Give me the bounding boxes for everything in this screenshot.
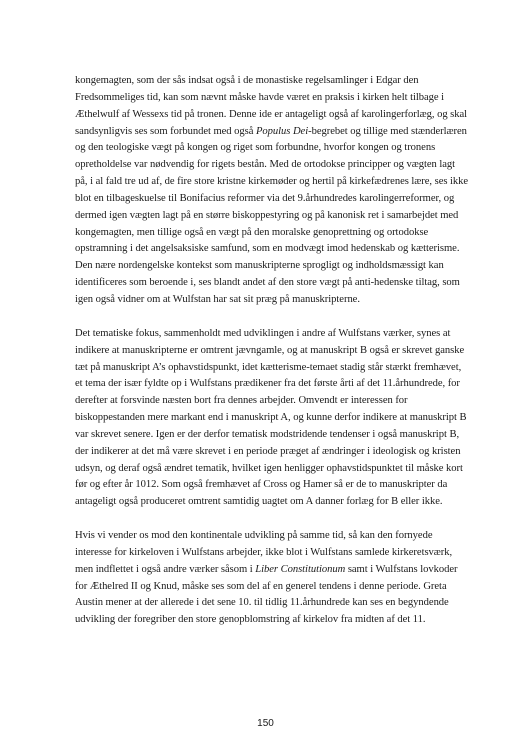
page-number: 150 <box>257 718 274 729</box>
text-line: identificeres som beroende i, ses blandt andet af den store vægt på anti-hedenske tiltag, som <box>75 277 460 289</box>
text-line: udvikling der foregriber den store genopblomstring af kirkelov fra midten af det 11. <box>75 614 426 626</box>
text-line: Æthelwulf af Wessexs tid på tronen. Denne ide er antageligt også af karolingerforlæg, og skal <box>75 108 468 120</box>
text-line: dermed igen vægten lagt på en større biskoppestyring og på kanonisk ret i samarbejdet med <box>75 209 459 221</box>
paragraph-gap <box>75 511 485 528</box>
text-line: der indikerer at det må være skrevet i en periode præget af ændringer i ideologisk og kristen <box>75 445 461 457</box>
text-segment: sandsynligvis ses som forbundet med også <box>75 125 256 137</box>
text-line: på, i al fald tre ud af, de fire store kristne kirkemøder og hertil på kirkefædrenes lære, ses ikke <box>75 176 469 188</box>
text-segment: samt i Wulfstans lovkoder <box>345 563 458 575</box>
italic-term: Populus Dei <box>255 125 309 137</box>
text-line: opstramning i det angelsaksiske samfund, som en modvægt imod hedenskab og kætterisme. <box>75 243 460 255</box>
paragraph-gap <box>75 309 485 326</box>
text-line: biskoppestanden mere markant end i manuskript A, og kunne derfor indikere at manuskript B <box>75 412 467 424</box>
text-line: kongemagten, men tillige også en vægt på den moralske genoprettning og ortodokse <box>75 226 429 238</box>
text-line: og den teologiske vægt på kongen og riget som forbundne, hvorfor kongen og tronens <box>75 142 436 154</box>
text-line: kongemagten, som der sås indsat også i de monastiske regelsamlinger i Edgar den <box>75 75 419 86</box>
text-line <box>75 124 485 141</box>
text-line: blot en tilbageskuelse til Bonifacius reformer via det 9.århundredes karolingerreformer, og <box>75 192 455 204</box>
text-segment: men indflettet i også andre værker såsom i <box>75 563 256 575</box>
text-line: opretholdelse var nødvendig for rigets bestån. Med de ortodokse principper og vægten lagt <box>75 159 456 171</box>
body-text <box>75 73 485 629</box>
text-segment: -begrebet og tillige med stænderlæren <box>308 125 467 137</box>
text-line: interesse for kirkeloven i Wulfstans arbejder, ikke blot i Wulfstans samlede kirkeretsværk, <box>75 546 453 558</box>
text-line: et tema der især fyldte op i Wulfstans prædikener fra det første årti af det 11.århundrede, for <box>75 378 460 390</box>
text-line: før og efter år 1012. Som også fremhævet af Cross og Hamer så er de to manuskripter da <box>75 479 448 491</box>
text-line: derefter at forsvinde næsten bort fra dennes arbejder. Omvendt er interessen for <box>75 395 408 407</box>
text-line: indikere at manuskripterne er omtrent jævngamle, og at manuskript B også er skrevet ganske <box>75 344 465 356</box>
text-line: antageligt også produceret omtrent samtidig uagtet om A danner forlæg for B eller ikke. <box>75 496 443 508</box>
text-line: Det tematiske fokus, sammenholdt med udviklingen i andre af Wulfstans værker, synes at <box>75 327 451 339</box>
text-line: Hvis vi vender os mod den kontinentale udvikling på samme tid, så kan den fornyede <box>75 530 433 542</box>
text-line: Den nære nordengelske kontekst som manuskripterne sprogligt og indholdsmæssigt kan <box>75 260 444 272</box>
text-line <box>75 562 485 579</box>
text-line: var skrevet senere. Igen er der derfor tematisk modstridende tendenser i også manuskript B, <box>75 428 460 440</box>
italic-term: Liber Constitutionum <box>255 563 346 575</box>
text-line: udsyn, og deraf også ændret tematik, hvilket igen henligger ophavstidspunktet til måske kort <box>75 462 463 474</box>
text-line: for Æthelred II og Knud, måske ses som del af en generel tendens i denne periode. Greta <box>75 580 447 592</box>
text-line: Fredsommeliges tid, kan som nævnt måske havde været en praksis i kirken helt tilbage i <box>75 91 445 103</box>
text-line: tæt på manuskript A’s ophavstidspunkt, idet kætterisme-temaet stadig står stærkt fremhævet, <box>75 361 462 373</box>
text-line: Austin mener at der allerede i det sene 10. til tidlig 11.århundrede kan ses en begyndende <box>75 597 449 609</box>
text-line: igen også vidner om at Wulfstan har sat sit præg på manuskripterne. <box>75 293 360 305</box>
